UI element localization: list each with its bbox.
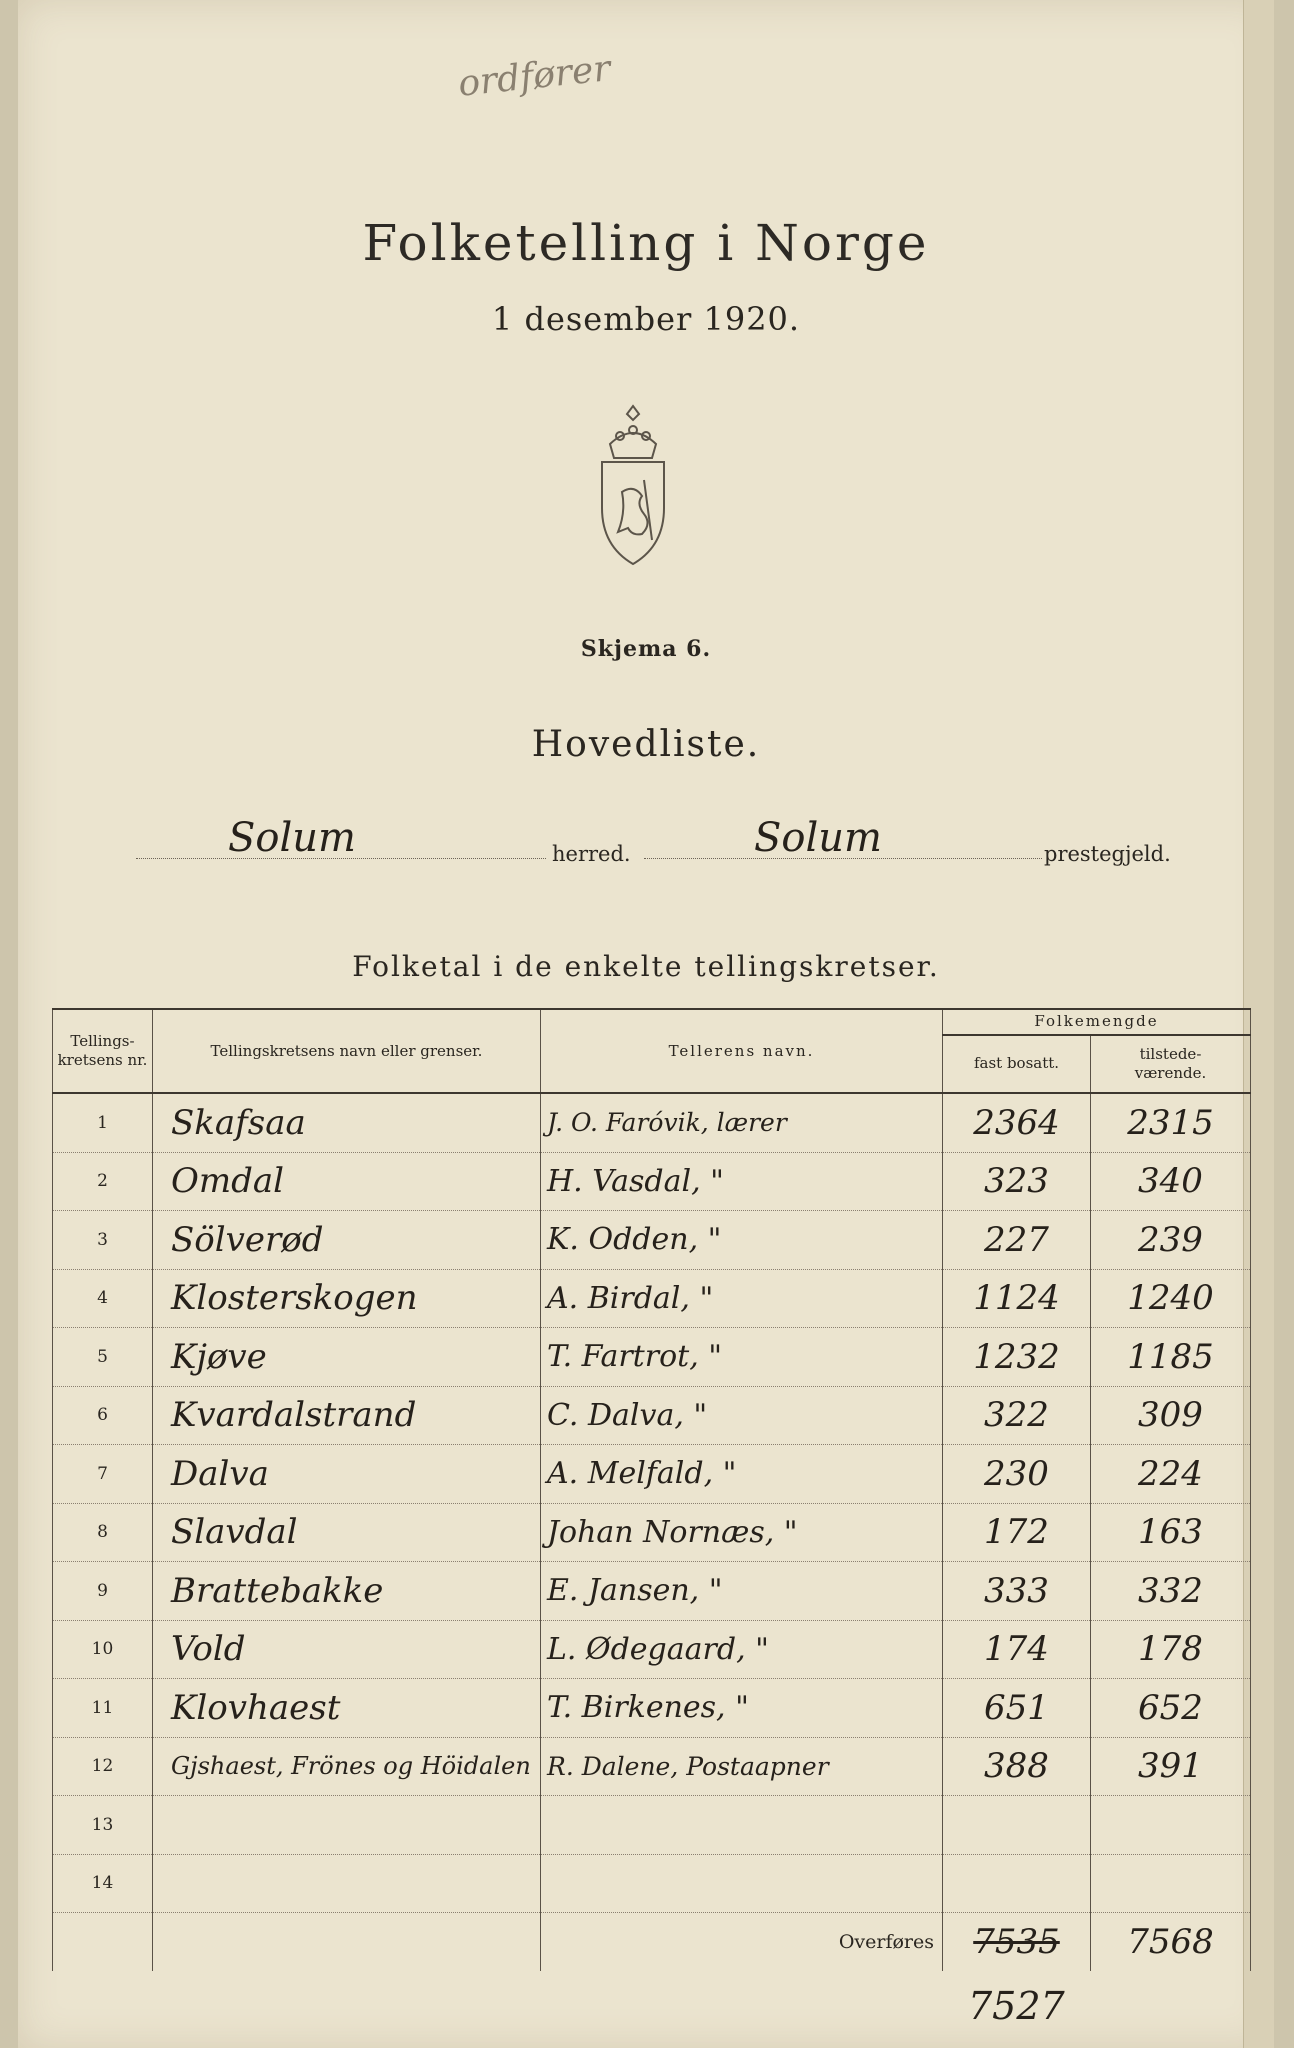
row-tilstede: 224 [1091, 1445, 1251, 1504]
row-tilstede [1091, 1854, 1251, 1913]
row-nr: 5 [53, 1328, 153, 1387]
herred-label: herred. [552, 842, 631, 866]
row-teller: L. Ødegaard, " [541, 1620, 943, 1679]
row-fast: 174 [943, 1620, 1091, 1679]
table-row [53, 1503, 1251, 1562]
herred-value: Solum [228, 815, 356, 861]
table-row [53, 1620, 1251, 1679]
row-nr: 2 [53, 1152, 153, 1211]
row-teller [541, 1796, 943, 1855]
census-page [18, 0, 1274, 2048]
row-tilstede: 1240 [1091, 1269, 1251, 1328]
prestegjeld-label: prestegjeld. [1044, 842, 1171, 866]
table-body [53, 1093, 1251, 1913]
table-row [53, 1093, 1251, 1152]
row-fast: 322 [943, 1386, 1091, 1445]
row-name [153, 1796, 541, 1855]
row-tilstede: 309 [1091, 1386, 1251, 1445]
table-row [53, 1445, 1251, 1504]
row-name: Klovhaest [153, 1679, 541, 1738]
header-teller: Tellerens navn. [541, 1009, 943, 1093]
carry-label: Overføres [541, 1913, 943, 1972]
prestegjeld-value: Solum [754, 815, 882, 861]
row-teller [541, 1854, 943, 1913]
row-name: Dalva [153, 1445, 541, 1504]
row-name: Kvardalstrand [153, 1386, 541, 1445]
row-nr: 8 [53, 1503, 153, 1562]
main-heading: Hovedliste. [531, 724, 761, 765]
row-tilstede: 163 [1091, 1503, 1251, 1562]
row-name: Vold [153, 1620, 541, 1679]
row-tilstede: 332 [1091, 1562, 1251, 1621]
row-nr: 11 [53, 1679, 153, 1738]
row-tilstede: 391 [1091, 1737, 1251, 1796]
row-fast [943, 1796, 1091, 1855]
census-table [52, 1008, 1251, 1971]
row-nr: 4 [53, 1269, 153, 1328]
row-tilstede: 178 [1091, 1620, 1251, 1679]
row-teller: A. Birdal, " [541, 1269, 943, 1328]
row-fast: 323 [943, 1152, 1091, 1211]
document-date: 1 desember 1920. [491, 300, 801, 338]
header-fast: fast bosatt. [943, 1035, 1091, 1093]
table-row [53, 1152, 1251, 1211]
schema-label: Skjema 6. [580, 636, 712, 662]
table-row [53, 1386, 1251, 1445]
row-nr: 3 [53, 1211, 153, 1270]
row-tilstede: 239 [1091, 1211, 1251, 1270]
table-row [53, 1328, 1251, 1387]
row-fast: 230 [943, 1445, 1091, 1504]
row-nr: 1 [53, 1093, 153, 1152]
row-teller: T. Fartrot, " [541, 1328, 943, 1387]
row-fast: 388 [943, 1737, 1091, 1796]
row-name [153, 1854, 541, 1913]
row-fast: 1232 [943, 1328, 1091, 1387]
row-teller: J. O. Faróvik, lærer [541, 1093, 943, 1152]
row-teller: R. Dalene, Postaapner [541, 1737, 943, 1796]
row-nr: 12 [53, 1737, 153, 1796]
document-title: Folketelling i Norge [362, 214, 930, 272]
row-teller: H. Vasdal, " [541, 1152, 943, 1211]
row-name: Omdal [153, 1152, 541, 1211]
row-tilstede: 2315 [1091, 1093, 1251, 1152]
row-nr: 10 [53, 1620, 153, 1679]
row-tilstede: 652 [1091, 1679, 1251, 1738]
carry-fast-corrected: 7527 [968, 1984, 1065, 2028]
table-row [53, 1679, 1251, 1738]
row-fast: 1124 [943, 1269, 1091, 1328]
row-name: Brattebakke [153, 1562, 541, 1621]
coat-of-arms-icon [588, 400, 678, 570]
row-teller: C. Dalva, " [541, 1386, 943, 1445]
row-name: Sölverød [153, 1211, 541, 1270]
row-name: Skafsaa [153, 1093, 541, 1152]
row-nr: 7 [53, 1445, 153, 1504]
carry-fast: 7535 [943, 1913, 1091, 1972]
row-teller: A. Melfald, " [541, 1445, 943, 1504]
table-row [53, 1737, 1251, 1796]
table-row [53, 1796, 1251, 1855]
row-fast: 227 [943, 1211, 1091, 1270]
row-fast: 2364 [943, 1093, 1091, 1152]
row-name: Slavdal [153, 1503, 541, 1562]
row-name: Kjøve [153, 1328, 541, 1387]
table-row [53, 1854, 1251, 1913]
row-fast: 333 [943, 1562, 1091, 1621]
handwritten-annotation: ordfører [456, 48, 613, 105]
row-nr: 9 [53, 1562, 153, 1621]
header-tilstede: tilstede-værende. [1091, 1035, 1251, 1093]
table-heading: Folketal i de enkelte tellingskretser. [352, 950, 940, 983]
row-fast [943, 1854, 1091, 1913]
header-folkemengde: Folkemengde [943, 1009, 1251, 1035]
row-teller: T. Birkenes, " [541, 1679, 943, 1738]
row-fast: 651 [943, 1679, 1091, 1738]
table-row [53, 1269, 1251, 1328]
row-teller: Johan Nornæs, " [541, 1503, 943, 1562]
row-tilstede [1091, 1796, 1251, 1855]
row-teller: K. Odden, " [541, 1211, 943, 1270]
header-nr: Tellings-kretsens nr. [53, 1009, 153, 1093]
row-teller: E. Jansen, " [541, 1562, 943, 1621]
row-nr: 13 [53, 1796, 153, 1855]
carry-tilstede: 7568 [1091, 1913, 1251, 1972]
row-tilstede: 1185 [1091, 1328, 1251, 1387]
row-name: Gjshaest, Frönes og Höidalen [153, 1737, 541, 1796]
table-row [53, 1211, 1251, 1270]
row-fast: 172 [943, 1503, 1091, 1562]
header-name: Tellingskretsens navn eller grenser. [153, 1009, 541, 1093]
row-name: Klosterskogen [153, 1269, 541, 1328]
row-nr: 6 [53, 1386, 153, 1445]
row-tilstede: 340 [1091, 1152, 1251, 1211]
row-nr: 14 [53, 1854, 153, 1913]
table-row [53, 1562, 1251, 1621]
